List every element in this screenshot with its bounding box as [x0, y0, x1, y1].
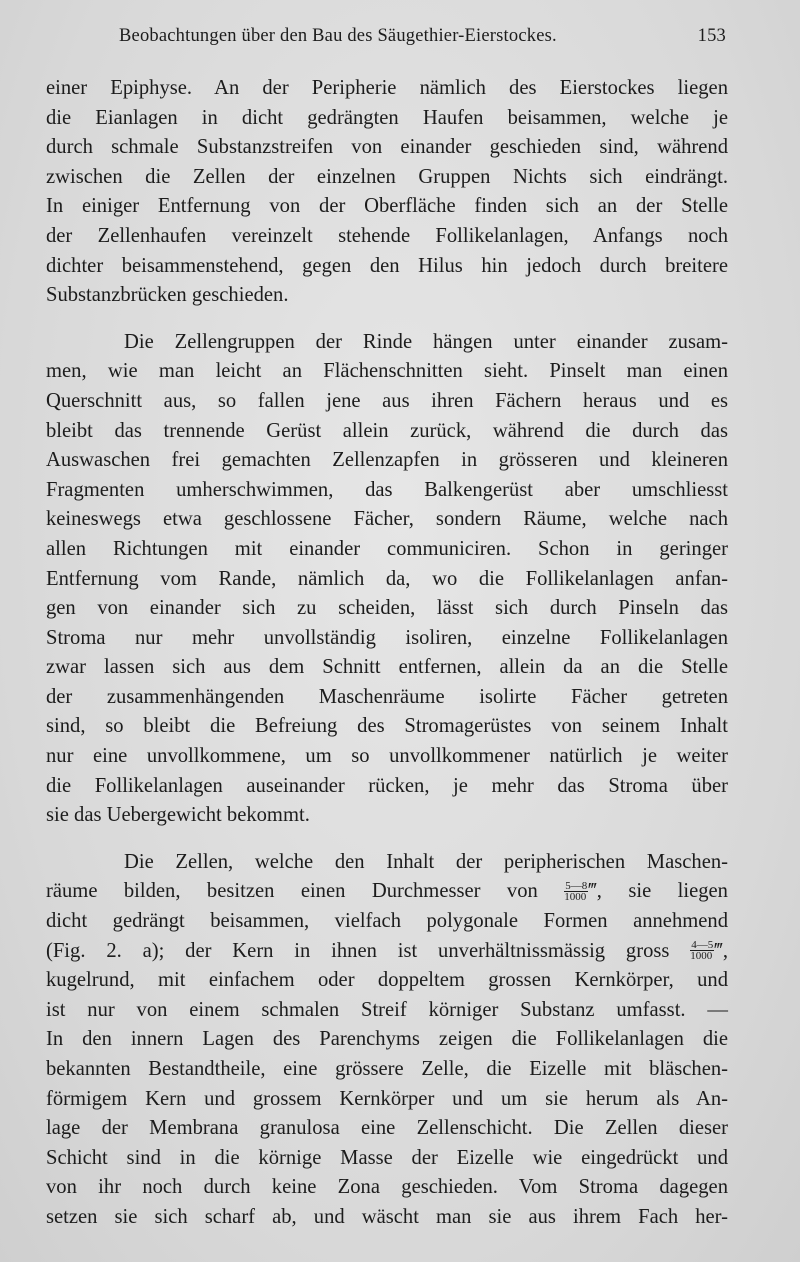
running-title: Beobachtungen über den Bau des Säugethier-Eierstockes.: [119, 26, 557, 46]
text-line: dichter beisammenstehend, gegen den Hilus hin jedoch durch breitere: [46, 254, 728, 277]
text-line: keineswegs etwa geschlossene Fächer, sondern Räume, welche nach: [46, 508, 728, 531]
text-line: ist nur von einem schmalen Streif körniger Substanz umfasst. —: [46, 998, 728, 1021]
text-line: durch schmale Substanzstreifen von einander geschieden sind, während: [46, 136, 728, 159]
text-line: zwar lassen sich aus dem Schnitt entfernen, allein da an die Stelle: [46, 656, 728, 679]
text-line: allen Richtungen mit einander communiciren. Schon in geringer: [46, 537, 728, 560]
text-line: sind, so bleibt die Befreiung des Stromagerüstes von seinem Inhalt: [46, 715, 728, 738]
text-segment: ‴,: [714, 939, 728, 962]
fraction: [690, 940, 714, 961]
text-segment: räume bilden, besitzen einen Durchmesser von: [46, 880, 538, 903]
text-line: In einiger Entfernung von der Oberfläche finden sich an der Stelle: [46, 195, 728, 218]
text-line: einer Epiphyse. An der Peripherie nämlich des Eierstockes liegen: [46, 77, 728, 99]
text-line: Schicht sind in die körnige Masse der Eizelle wie eingedrückt und: [46, 1146, 728, 1169]
body-text: [46, 74, 728, 1233]
text-line: der zusammenhängenden Maschenräume isolirte Fächer getreten: [46, 685, 728, 708]
text-line: Die Zellen, welche den Inhalt der peripherischen Maschen-: [124, 850, 728, 873]
text-line-with-fraction: [46, 877, 728, 907]
text-line: Fragmenten umherschwimmen, das Balkengerüst aber umschliesst: [46, 478, 728, 501]
text-line: bekannten Bestandtheile, eine grössere Zelle, die Eizelle mit bläschen-: [46, 1058, 728, 1080]
page-number: 153: [697, 26, 726, 46]
text-line: Auswaschen frei gemachten Zellenzapfen in grösseren und kleineren: [46, 449, 728, 472]
text-line: förmigem Kern und grossem Kernkörper und um sie herum als An-: [46, 1087, 728, 1110]
fraction-numerator: 5—8: [565, 880, 588, 893]
text-line: der Zellenhaufen vereinzelt stehende Follikelanlagen, Anfangs noch: [46, 224, 728, 247]
page-header: [46, 26, 726, 56]
text-line: kugelrund, mit einfachem oder doppeltem grossen Kernkörper, und: [46, 969, 728, 992]
text-line-with-fraction: [46, 937, 728, 967]
text-line: bleibt das trennende Gerüst allein zurück, während die durch das: [46, 419, 728, 442]
text-line: Entfernung vom Rande, nämlich da, wo die Follikelanlagen anfan-: [46, 567, 728, 590]
text-line: Stroma nur mehr unvollständig isoliren, einzelne Follikelanlagen: [46, 626, 728, 649]
text-line: sie das Uebergewicht bekommt.: [46, 804, 310, 827]
text-line: die Eianlagen in dicht gedrängten Haufen beisammen, welche je: [46, 106, 728, 129]
paragraph-1: [46, 74, 728, 311]
text-line: von ihr noch durch keine Zona geschieden. Vom Stroma dagegen: [46, 1176, 728, 1199]
text-line: zwischen die Zellen der einzelnen Gruppen Nichts sich eindrängt.: [46, 165, 728, 188]
text-line: gen von einander sich zu scheiden, lässt sich durch Pinseln das: [46, 597, 728, 620]
paragraph-3: [46, 848, 728, 1233]
text-line: Querschnitt aus, so fallen jene aus ihren Fächern heraus und es: [46, 389, 728, 412]
text-line: die Follikelanlagen auseinander rücken, je mehr das Stroma über: [46, 774, 728, 797]
text-line: men, wie man leicht an Flächenschnitten sieht. Pinselt man einen: [46, 360, 728, 383]
text-line: lage der Membrana granulosa eine Zellenschicht. Die Zellen dieser: [46, 1117, 728, 1140]
text-segment: (Fig. 2. a); der Kern in ihnen ist unverhältnissmässig gross: [46, 939, 670, 962]
text-line: setzen sie sich scharf ab, und wäscht man sie aus ihrem Fach her-: [46, 1205, 728, 1228]
text-line: nur eine unvollkommene, um so unvollkommener natürlich je weiter: [46, 745, 728, 768]
text-line: Die Zellengruppen der Rinde hängen unter einander zusam-: [124, 330, 728, 353]
text-line: Substanzbrücken geschieden.: [46, 284, 289, 307]
fraction-denominator: 1000: [564, 891, 587, 904]
fraction-numerator: 4—5: [691, 939, 714, 952]
paragraph-2: [46, 328, 728, 831]
text-line: dicht gedrängt beisammen, vielfach polygonale Formen annehmend: [46, 910, 728, 933]
fraction: [564, 881, 588, 902]
fraction-denominator: 1000: [690, 950, 713, 963]
text-line: In den innern Lagen des Parenchyms zeigen die Follikelanlagen die: [46, 1028, 728, 1051]
text-segment: ‴, sie liegen: [588, 880, 728, 903]
